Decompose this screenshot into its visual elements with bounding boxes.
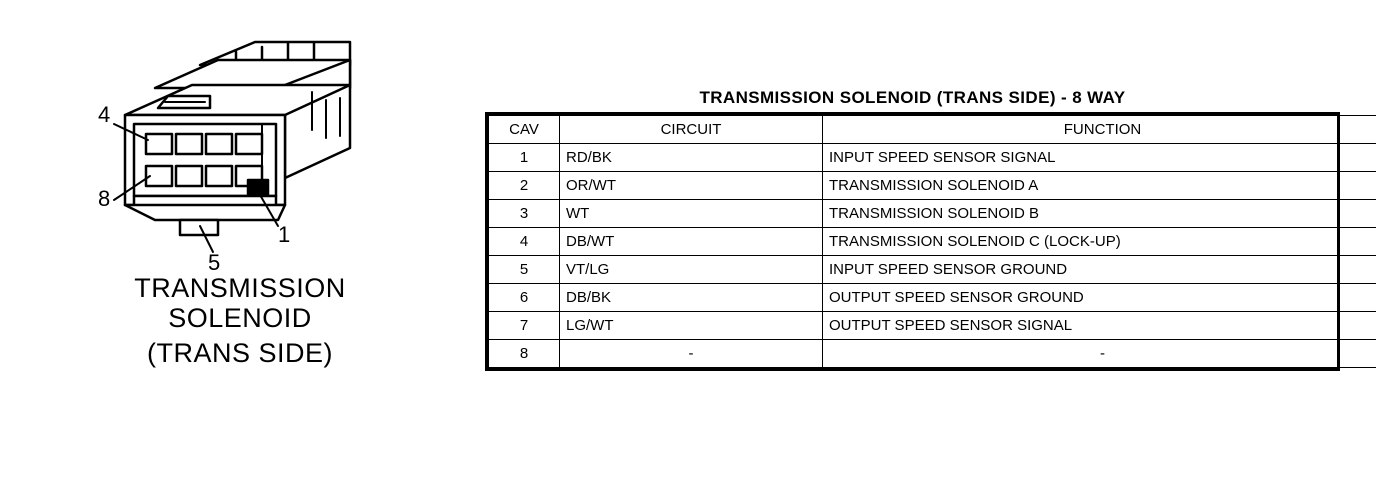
table-row <box>489 144 1376 172</box>
pinout-table-area <box>485 88 1340 371</box>
callout-4: 4 <box>98 102 111 127</box>
connector-drawing <box>50 30 450 270</box>
connector-caption-line-3: (TRANS SIDE) <box>146 338 333 368</box>
cell-function: TRANSMISSION SOLENOID B <box>823 200 1376 228</box>
header-function: FUNCTION <box>823 116 1376 144</box>
cell-cav: 3 <box>489 200 560 228</box>
cell-circuit: VT/LG <box>560 256 823 284</box>
cell-function: OUTPUT SPEED SENSOR GROUND <box>823 284 1376 312</box>
pinout-table-title: TRANSMISSION SOLENOID (TRANS SIDE) - 8 WAY <box>485 88 1340 115</box>
callout-1: 1 <box>278 222 291 247</box>
cell-cav: 8 <box>489 340 560 368</box>
cell-cav: 6 <box>489 284 560 312</box>
cell-function: TRANSMISSION SOLENOID C (LOCK-UP) <box>823 228 1376 256</box>
cell-circuit: LG/WT <box>560 312 823 340</box>
cell-cav: 7 <box>489 312 560 340</box>
connector-illustration <box>50 30 450 420</box>
cell-function: TRANSMISSION SOLENOID A <box>823 172 1376 200</box>
cell-circuit: - <box>560 340 823 368</box>
connector-caption-line-2: SOLENOID <box>168 303 312 333</box>
cell-circuit: OR/WT <box>560 172 823 200</box>
table-row <box>489 284 1376 312</box>
pinout-table <box>488 115 1376 368</box>
cell-cav: 1 <box>489 144 560 172</box>
connector-caption-line-1: TRANSMISSION <box>134 273 346 303</box>
cell-function: - <box>823 340 1376 368</box>
table-row <box>489 256 1376 284</box>
callout-8: 8 <box>98 186 111 211</box>
cell-cav: 2 <box>489 172 560 200</box>
cell-circuit: DB/BK <box>560 284 823 312</box>
table-row <box>489 228 1376 256</box>
table-header-row <box>489 116 1376 144</box>
cell-function: INPUT SPEED SENSOR SIGNAL <box>823 144 1376 172</box>
header-circuit: CIRCUIT <box>560 116 823 144</box>
cell-cav: 4 <box>489 228 560 256</box>
cell-circuit: RD/BK <box>560 144 823 172</box>
cell-function: OUTPUT SPEED SENSOR SIGNAL <box>823 312 1376 340</box>
table-row <box>489 200 1376 228</box>
pinout-table-body <box>489 144 1376 368</box>
table-row <box>489 172 1376 200</box>
table-row <box>489 312 1376 340</box>
callout-5: 5 <box>208 250 221 270</box>
cell-circuit: WT <box>560 200 823 228</box>
pinout-table-wrapper <box>485 115 1340 371</box>
cell-circuit: DB/WT <box>560 228 823 256</box>
cell-cav: 5 <box>489 256 560 284</box>
pinout-table-head <box>489 116 1376 144</box>
cell-function: INPUT SPEED SENSOR GROUND <box>823 256 1376 284</box>
table-row <box>489 340 1376 368</box>
header-cav: CAV <box>489 116 560 144</box>
